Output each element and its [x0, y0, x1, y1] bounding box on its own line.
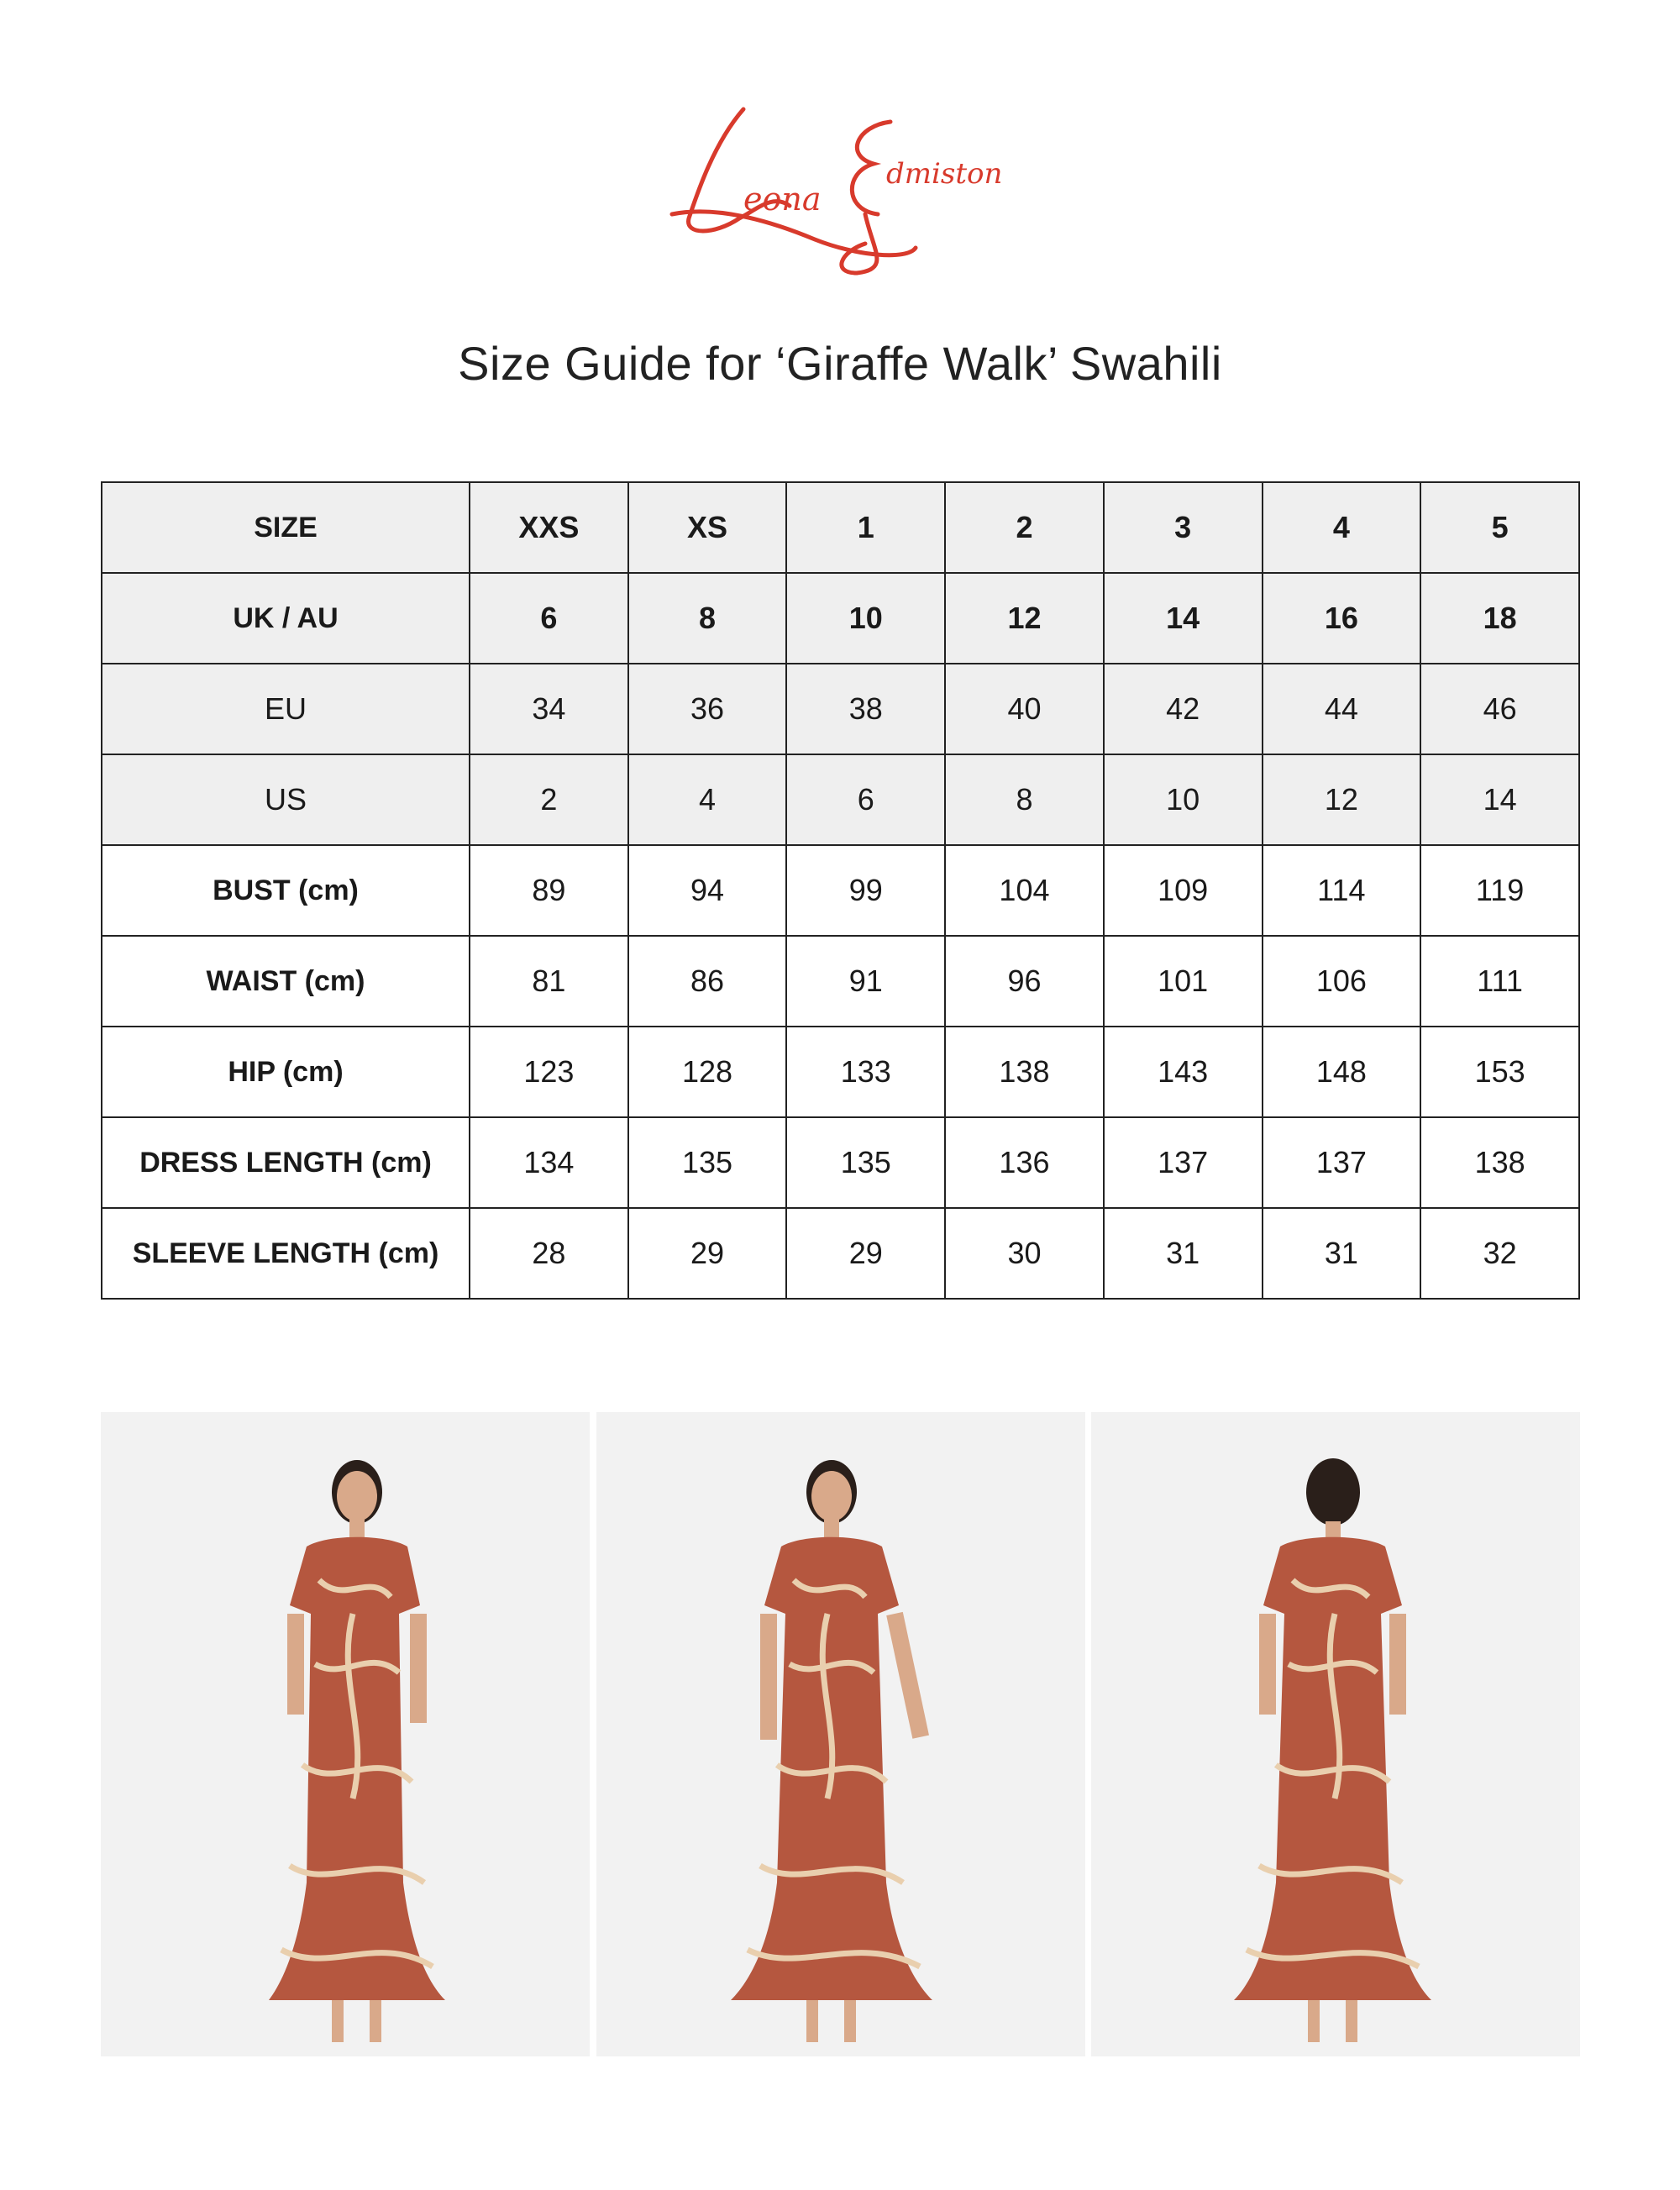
table-cell: 46 [1420, 664, 1579, 754]
table-cell: 111 [1420, 936, 1579, 1027]
row-label: SLEEVE LENGTH (cm) [102, 1208, 470, 1299]
table-cell: 128 [628, 1027, 787, 1117]
table-cell: 4 [1263, 482, 1421, 573]
table-cell: 137 [1104, 1117, 1263, 1208]
row-label: SIZE [102, 482, 470, 573]
table-cell: 6 [470, 573, 628, 664]
table-cell: 133 [786, 1027, 945, 1117]
table-cell: 91 [786, 936, 945, 1027]
table-cell: 18 [1420, 573, 1579, 664]
model-photo-front-2 [596, 1412, 1085, 2056]
table-row [102, 845, 1579, 936]
model-photo-front-1 [101, 1412, 590, 2056]
model-photo-strip [101, 1412, 1580, 2056]
table-cell: 138 [1420, 1117, 1579, 1208]
row-label: BUST (cm) [102, 845, 470, 936]
table-cell: 42 [1104, 664, 1263, 754]
table-cell: 29 [628, 1208, 787, 1299]
table-cell: 5 [1420, 482, 1579, 573]
table-cell: 12 [945, 573, 1104, 664]
table-cell: 10 [1104, 754, 1263, 845]
row-label: DRESS LENGTH (cm) [102, 1117, 470, 1208]
table-row [102, 664, 1579, 754]
table-cell: 8 [945, 754, 1104, 845]
table-row [102, 573, 1579, 664]
table-cell: XXS [470, 482, 628, 573]
table-cell: 44 [1263, 664, 1421, 754]
row-label: UK / AU [102, 573, 470, 664]
table-cell: 2 [470, 754, 628, 845]
table-cell: 143 [1104, 1027, 1263, 1117]
svg-text:dmiston: dmiston [886, 157, 1003, 191]
brand-logo-script [664, 92, 1016, 286]
size-guide-table [101, 481, 1580, 1300]
table-cell: 136 [945, 1117, 1104, 1208]
table-cell: 101 [1104, 936, 1263, 1027]
table-cell: 114 [1263, 845, 1421, 936]
table-row [102, 936, 1579, 1027]
table-cell: 29 [786, 1208, 945, 1299]
table-cell: 31 [1104, 1208, 1263, 1299]
table-row [102, 754, 1579, 845]
svg-text:eona: eona [743, 181, 822, 218]
table-cell: 123 [470, 1027, 628, 1117]
table-cell: 34 [470, 664, 628, 754]
table-cell: 148 [1263, 1027, 1421, 1117]
table-cell: 104 [945, 845, 1104, 936]
table-cell: 135 [628, 1117, 787, 1208]
table-cell: 109 [1104, 845, 1263, 936]
table-cell: 1 [786, 482, 945, 573]
table-cell: 36 [628, 664, 787, 754]
page-title: Size Guide for ‘Giraffe Walk’ Swahili [458, 337, 1222, 390]
table-cell: 119 [1420, 845, 1579, 936]
table-cell: 8 [628, 573, 787, 664]
table-cell: 81 [470, 936, 628, 1027]
row-label: HIP (cm) [102, 1027, 470, 1117]
table-cell: 10 [786, 573, 945, 664]
table-cell: 28 [470, 1208, 628, 1299]
brand-logo [664, 92, 1016, 286]
table-row [102, 1208, 1579, 1299]
table-cell: 16 [1263, 573, 1421, 664]
table-cell: 138 [945, 1027, 1104, 1117]
table-cell: 2 [945, 482, 1104, 573]
model-front-illustration [101, 1412, 590, 2056]
table-cell: 14 [1104, 573, 1263, 664]
table-cell: 40 [945, 664, 1104, 754]
table-cell: 4 [628, 754, 787, 845]
table-cell: 86 [628, 936, 787, 1027]
table-cell: 94 [628, 845, 787, 936]
table-cell: 32 [1420, 1208, 1579, 1299]
model-back-illustration [1091, 1412, 1580, 2056]
table-row [102, 1117, 1579, 1208]
table-cell: 106 [1263, 936, 1421, 1027]
row-label: US [102, 754, 470, 845]
model-front-illustration [596, 1412, 1085, 2056]
table-cell: 31 [1263, 1208, 1421, 1299]
table-cell: 38 [786, 664, 945, 754]
table-cell: 137 [1263, 1117, 1421, 1208]
table-cell: 99 [786, 845, 945, 936]
table-cell: 14 [1420, 754, 1579, 845]
row-label: EU [102, 664, 470, 754]
model-photo-back [1091, 1412, 1580, 2056]
row-label: WAIST (cm) [102, 936, 470, 1027]
table-cell: 6 [786, 754, 945, 845]
table-cell: 3 [1104, 482, 1263, 573]
table-cell: 134 [470, 1117, 628, 1208]
table-cell: 153 [1420, 1027, 1579, 1117]
table-cell: 89 [470, 845, 628, 936]
table-cell: XS [628, 482, 787, 573]
table-cell: 135 [786, 1117, 945, 1208]
table-cell: 12 [1263, 754, 1421, 845]
table-cell: 30 [945, 1208, 1104, 1299]
table-row [102, 1027, 1579, 1117]
table-cell: 96 [945, 936, 1104, 1027]
table-row [102, 482, 1579, 573]
